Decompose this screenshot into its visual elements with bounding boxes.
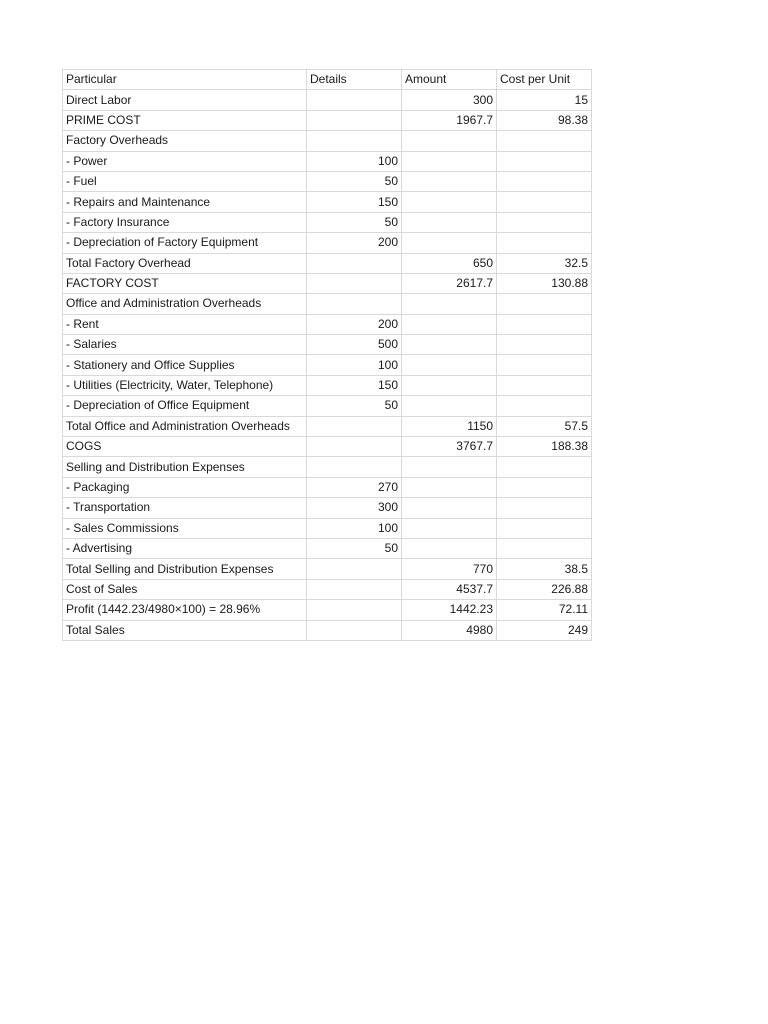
cell-details[interactable] xyxy=(307,294,402,314)
cell-particular[interactable]: Total Selling and Distribution Expenses xyxy=(63,559,307,579)
header-row xyxy=(63,70,592,90)
header-amount[interactable]: Amount xyxy=(402,70,497,90)
cell-cost-per-unit[interactable] xyxy=(497,233,592,253)
header-details[interactable]: Details xyxy=(307,70,402,90)
cell-amount[interactable]: 4537.7 xyxy=(402,579,497,599)
cell-details[interactable]: 50 xyxy=(307,396,402,416)
cell-cost-per-unit[interactable] xyxy=(497,457,592,477)
cell-amount[interactable]: 1967.7 xyxy=(402,110,497,130)
cell-cost-per-unit[interactable] xyxy=(497,396,592,416)
cell-details[interactable]: 200 xyxy=(307,233,402,253)
table-row xyxy=(63,110,592,130)
cell-amount[interactable] xyxy=(402,192,497,212)
cell-amount[interactable]: 4980 xyxy=(402,620,497,640)
table-row xyxy=(63,396,592,416)
header-cost-per-unit[interactable]: Cost per Unit xyxy=(497,70,592,90)
cell-particular[interactable]: - Utilities (Electricity, Water, Telephone) xyxy=(63,375,307,395)
cell-amount[interactable] xyxy=(402,314,497,334)
cell-particular[interactable]: Factory Overheads xyxy=(63,131,307,151)
table-row xyxy=(63,171,592,191)
cell-cost-per-unit[interactable] xyxy=(497,171,592,191)
cell-amount[interactable] xyxy=(402,498,497,518)
cell-amount[interactable] xyxy=(402,538,497,558)
cell-amount[interactable] xyxy=(402,233,497,253)
cell-details[interactable]: 100 xyxy=(307,518,402,538)
cell-details[interactable]: 50 xyxy=(307,538,402,558)
cell-particular[interactable]: Office and Administration Overheads xyxy=(63,294,307,314)
cell-details[interactable] xyxy=(307,579,402,599)
cell-particular[interactable]: - Transportation xyxy=(63,498,307,518)
cell-cost-per-unit[interactable]: 15 xyxy=(497,90,592,110)
cell-details[interactable]: 500 xyxy=(307,335,402,355)
cell-details[interactable] xyxy=(307,110,402,130)
cell-particular[interactable]: - Repairs and Maintenance xyxy=(63,192,307,212)
cell-particular[interactable]: Total Sales xyxy=(63,620,307,640)
table-row xyxy=(63,498,592,518)
cell-particular[interactable]: PRIME COST xyxy=(63,110,307,130)
table-row xyxy=(63,131,592,151)
cell-particular[interactable]: Cost of Sales xyxy=(63,579,307,599)
table-row xyxy=(63,273,592,293)
table-row xyxy=(63,212,592,232)
cell-amount[interactable]: 2617.7 xyxy=(402,273,497,293)
cell-particular[interactable]: Profit (1442.23/4980×100) = 28.96% xyxy=(63,600,307,620)
table-row xyxy=(63,579,592,599)
table-row xyxy=(63,416,592,436)
cell-amount[interactable]: 1150 xyxy=(402,416,497,436)
cell-cost-per-unit[interactable] xyxy=(497,375,592,395)
cell-particular[interactable]: - Factory Insurance xyxy=(63,212,307,232)
cell-details[interactable] xyxy=(307,131,402,151)
cell-cost-per-unit[interactable]: 249 xyxy=(497,620,592,640)
cell-particular[interactable]: - Depreciation of Office Equipment xyxy=(63,396,307,416)
table-row xyxy=(63,192,592,212)
table-row xyxy=(63,518,592,538)
cell-amount[interactable] xyxy=(402,355,497,375)
header-particular[interactable]: Particular xyxy=(63,70,307,90)
cell-particular[interactable]: - Power xyxy=(63,151,307,171)
cell-details[interactable]: 150 xyxy=(307,192,402,212)
cell-amount[interactable]: 300 xyxy=(402,90,497,110)
cell-amount[interactable] xyxy=(402,457,497,477)
cell-particular[interactable]: - Rent xyxy=(63,314,307,334)
cell-details[interactable]: 270 xyxy=(307,477,402,497)
cell-cost-per-unit[interactable]: 57.5 xyxy=(497,416,592,436)
cell-cost-per-unit[interactable]: 38.5 xyxy=(497,559,592,579)
cell-details[interactable]: 100 xyxy=(307,151,402,171)
cell-cost-per-unit[interactable]: 32.5 xyxy=(497,253,592,273)
cell-cost-per-unit[interactable] xyxy=(497,498,592,518)
cell-cost-per-unit[interactable]: 130.88 xyxy=(497,273,592,293)
table-row xyxy=(63,314,592,334)
cell-amount[interactable]: 770 xyxy=(402,559,497,579)
cell-details[interactable] xyxy=(307,600,402,620)
cell-details[interactable] xyxy=(307,90,402,110)
cell-details[interactable] xyxy=(307,559,402,579)
cell-particular[interactable]: Direct Labor xyxy=(63,90,307,110)
table-row xyxy=(63,559,592,579)
cell-particular[interactable]: - Depreciation of Factory Equipment xyxy=(63,233,307,253)
cell-cost-per-unit[interactable] xyxy=(497,335,592,355)
cell-details[interactable]: 100 xyxy=(307,355,402,375)
table-row xyxy=(63,620,592,640)
cell-cost-per-unit[interactable] xyxy=(497,151,592,171)
cell-details[interactable]: 50 xyxy=(307,212,402,232)
cell-cost-per-unit[interactable] xyxy=(497,192,592,212)
cell-amount[interactable] xyxy=(402,212,497,232)
cell-cost-per-unit[interactable] xyxy=(497,355,592,375)
table-row xyxy=(63,375,592,395)
cell-cost-per-unit[interactable] xyxy=(497,314,592,334)
table-row xyxy=(63,437,592,457)
cell-details[interactable] xyxy=(307,273,402,293)
cell-details[interactable] xyxy=(307,620,402,640)
cell-details[interactable] xyxy=(307,437,402,457)
table-row xyxy=(63,253,592,273)
cell-amount[interactable] xyxy=(402,171,497,191)
cell-particular[interactable]: Total Office and Administration Overheads xyxy=(63,416,307,436)
cell-particular[interactable]: - Packaging xyxy=(63,477,307,497)
cost-sheet-table xyxy=(62,69,592,641)
cell-amount[interactable] xyxy=(402,294,497,314)
cell-details[interactable] xyxy=(307,416,402,436)
table-row xyxy=(63,233,592,253)
cell-cost-per-unit[interactable] xyxy=(497,518,592,538)
table-row xyxy=(63,355,592,375)
cell-cost-per-unit[interactable] xyxy=(497,538,592,558)
cell-details[interactable]: 200 xyxy=(307,314,402,334)
cell-amount[interactable] xyxy=(402,131,497,151)
cell-amount[interactable] xyxy=(402,335,497,355)
table-row xyxy=(63,477,592,497)
cell-details[interactable]: 50 xyxy=(307,171,402,191)
cell-amount[interactable]: 3767.7 xyxy=(402,437,497,457)
table-row xyxy=(63,151,592,171)
table-body xyxy=(63,90,592,641)
cell-cost-per-unit[interactable] xyxy=(497,477,592,497)
cell-cost-per-unit[interactable] xyxy=(497,131,592,151)
cell-particular[interactable]: - Fuel xyxy=(63,171,307,191)
cell-particular[interactable]: COGS xyxy=(63,437,307,457)
cell-particular[interactable]: - Stationery and Office Supplies xyxy=(63,355,307,375)
cell-particular[interactable]: Total Factory Overhead xyxy=(63,253,307,273)
cell-amount[interactable] xyxy=(402,518,497,538)
cell-amount[interactable] xyxy=(402,151,497,171)
table-row xyxy=(63,538,592,558)
cell-particular[interactable]: Selling and Distribution Expenses xyxy=(63,457,307,477)
cell-details[interactable]: 150 xyxy=(307,375,402,395)
cell-cost-per-unit[interactable] xyxy=(497,212,592,232)
cell-particular[interactable]: - Sales Commissions xyxy=(63,518,307,538)
cell-cost-per-unit[interactable]: 98.38 xyxy=(497,110,592,130)
table-row xyxy=(63,600,592,620)
cell-particular[interactable]: FACTORY COST xyxy=(63,273,307,293)
cell-cost-per-unit[interactable]: 72.11 xyxy=(497,600,592,620)
table-row xyxy=(63,457,592,477)
cell-cost-per-unit[interactable]: 226.88 xyxy=(497,579,592,599)
cell-amount[interactable] xyxy=(402,477,497,497)
cell-details[interactable]: 300 xyxy=(307,498,402,518)
cell-details[interactable] xyxy=(307,457,402,477)
table-row xyxy=(63,90,592,110)
cell-amount[interactable]: 650 xyxy=(402,253,497,273)
cell-cost-per-unit[interactable] xyxy=(497,294,592,314)
cell-details[interactable] xyxy=(307,253,402,273)
cell-particular[interactable]: - Salaries xyxy=(63,335,307,355)
cell-amount[interactable]: 1442.23 xyxy=(402,600,497,620)
cell-amount[interactable] xyxy=(402,396,497,416)
table-row xyxy=(63,294,592,314)
cell-cost-per-unit[interactable]: 188.38 xyxy=(497,437,592,457)
table-row xyxy=(63,335,592,355)
cell-particular[interactable]: - Advertising xyxy=(63,538,307,558)
cell-amount[interactable] xyxy=(402,375,497,395)
